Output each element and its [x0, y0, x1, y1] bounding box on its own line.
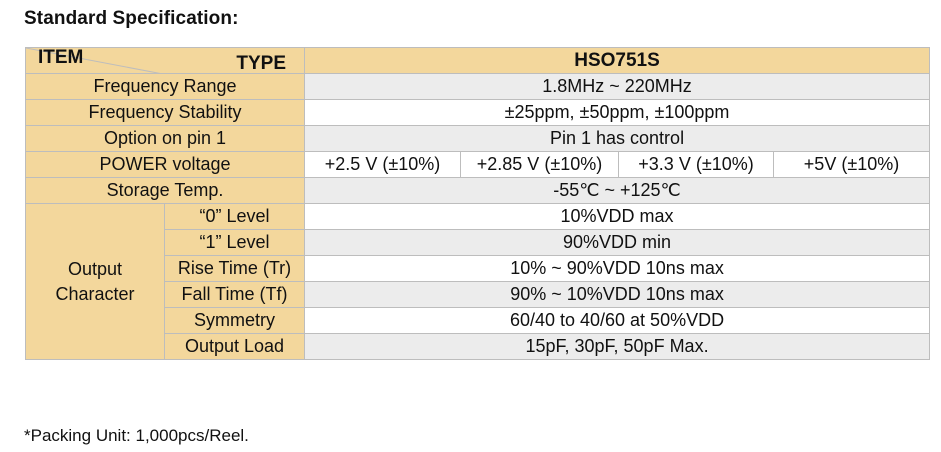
output-character-group-cell: [26, 204, 165, 360]
value-cell: +2.5 V (±10%): [305, 152, 461, 178]
specification-table: [25, 47, 930, 360]
packing-unit-footnote: *Packing Unit: 1,000pcs/Reel.: [24, 426, 249, 445]
table-row-output-0-level: [26, 204, 930, 230]
value-cell: 90% ~ 10%VDD 10ns max: [305, 282, 930, 308]
item-label: ITEM: [38, 47, 84, 68]
value-cell: Pin 1 has control: [305, 126, 930, 152]
item-label-cell: Frequency Range: [26, 74, 305, 100]
table-row-storage-temp: [26, 178, 930, 204]
item-label-cell: Fall Time (Tf): [165, 282, 305, 308]
item-label-cell: POWER voltage: [26, 152, 305, 178]
table-header-row: [26, 48, 930, 74]
value-cell: ±25ppm, ±50ppm, ±100ppm: [305, 100, 930, 126]
type-item-header-cell: [26, 48, 305, 74]
value-cell: 90%VDD min: [305, 230, 930, 256]
item-label-cell: Output Load: [165, 334, 305, 360]
value-cell: 1.8MHz ~ 220MHz: [305, 74, 930, 100]
value-cell: 10%VDD max: [305, 204, 930, 230]
item-label-cell: Rise Time (Tr): [165, 256, 305, 282]
item-label-cell: Storage Temp.: [26, 178, 305, 204]
group-label-line: Character: [55, 283, 135, 304]
value-cell: 60/40 to 40/60 at 50%VDD: [305, 308, 930, 334]
type-label: TYPE: [236, 53, 286, 74]
value-cell: 10% ~ 90%VDD 10ns max: [305, 256, 930, 282]
value-cell: 15pF, 30pF, 50pF Max.: [305, 334, 930, 360]
table-row-frequency-range: [26, 74, 930, 100]
value-cell: -55℃ ~ +125℃: [305, 178, 930, 204]
group-label-line: Output: [67, 258, 123, 279]
table-row-option-pin1: [26, 126, 930, 152]
model-header-cell: HSO751S: [305, 48, 930, 74]
section-title: Standard Specification:: [24, 8, 239, 29]
item-label-cell: “1” Level: [165, 230, 305, 256]
value-cell: +5V (±10%): [774, 152, 930, 178]
table-row-power-voltage: [26, 152, 930, 178]
table-row-frequency-stability: [26, 100, 930, 126]
item-label-cell: Frequency Stability: [26, 100, 305, 126]
item-label-cell: Option on pin 1: [26, 126, 305, 152]
item-label-cell: Symmetry: [165, 308, 305, 334]
value-cell: +3.3 V (±10%): [619, 152, 774, 178]
item-label-cell: “0” Level: [165, 204, 305, 230]
value-cell: +2.85 V (±10%): [461, 152, 619, 178]
